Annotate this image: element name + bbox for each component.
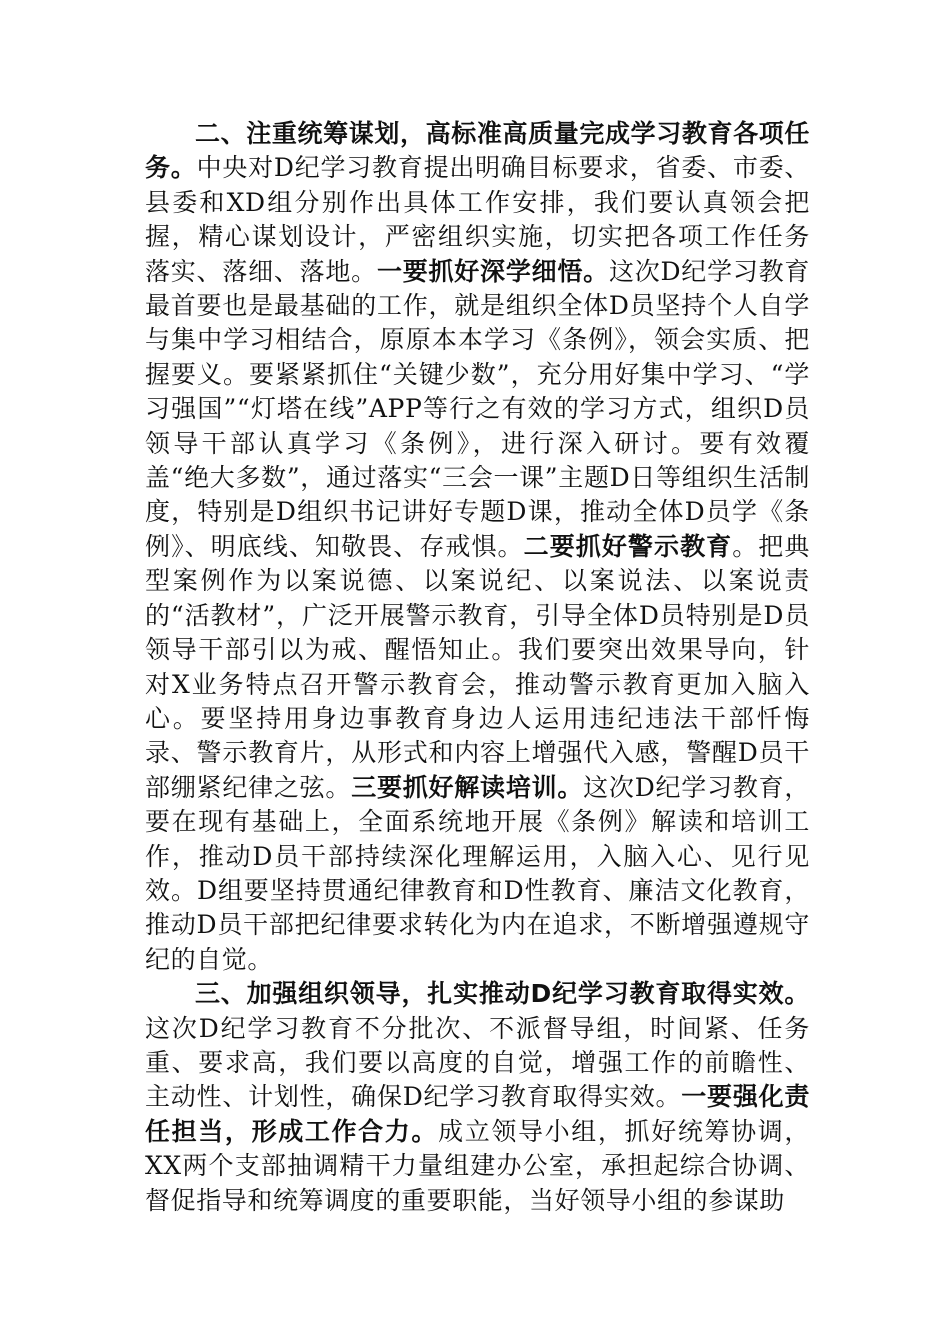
bold-subheading: 一要强化责任担当，形成工作合力。: [145, 1082, 810, 1146]
section-heading: 三、加强组织领导，扎实推动D纪学习教育取得实效。: [195, 979, 810, 1009]
body-text: 这次D纪学习教育不分批次、不派督导组，时间紧、任务重、要求高，我们要以高度的自觉，增强工作的前瞻性、主动性、计划性，确保D纪学习教育取得实效。: [145, 1013, 810, 1112]
body-text: 中央对D纪学习教育提出明确目标要求，省委、市委、县委和XD组分别作出具体工作安排，我们要认真领会把握，精心谋划设计，严密组织实施，切实把各项工作任务落实、落细、落地。: [145, 153, 811, 286]
bold-subheading: 三要抓好解读培训。: [351, 772, 584, 802]
paragraph-section-two: [145, 117, 810, 977]
body-text: 成立领导小组，抓好统筹协调，XX两个支部抽调精干力量组建办公室，承担起综合协调、督促指导和统筹调度的重要职能，当好领导小组的参谋助: [145, 1116, 810, 1215]
section-heading: 二、注重统筹谋划，高标准高质量完成学习教育各项任务。: [145, 119, 810, 183]
document-body: [145, 117, 810, 1218]
body-text: 这次D纪学习教育最首要也是最基础的工作，就是组织全体D员坚持个人自学与集中学习相结合，原原本本学习《条例》，领会实质、把握要义。要紧紧抓住“关键少数”，充分用好集中学习、“学习强国”“灯塔在线”APP等行之有效的学习方式，组织D员领导干部认真学习《条例》，进行深入研讨。要有效覆盖“绝大多数”，通过落实“三会一课”主题D日等组织生活制度，特别是D组织书记讲好专题D课，推动全体D员学《条例》、明底线、知敬畏、存戒惧。: [145, 256, 810, 561]
body-text: 这次D纪学习教育，要在现有基础上，全面系统地开展《条例》解读和培训工作，推动D员干部持续深化理解运用，入脑入心、见行见效。D组要坚持贯通纪律教育和D性教育、廉洁文化教育，推动D员干部把纪律要求转化为内在追求，不断增强遵规守纪的自觉。: [145, 772, 810, 974]
bold-subheading: 二要抓好警示教育: [523, 531, 733, 561]
paragraph-section-three: [145, 977, 810, 1218]
bold-subheading: 一要抓好深学细悟。: [376, 256, 609, 286]
body-text: 。把典型案例作为以案说德、以案说纪、以案说法、以案说责的“活教材”，广泛开展警示教育，引导全体D员特别是D员领导干部引以为戒、醒悟知止。我们要突出效果导向，针对X业务特点召开警示教育会，推动警示教育更加入脑入心。要坚持用身边事教育身边人运用违纪违法干部忏悔录、警示教育片，从形式和内容上增强代入感，警醒D员干部绷紧纪律之弦。: [145, 531, 810, 802]
